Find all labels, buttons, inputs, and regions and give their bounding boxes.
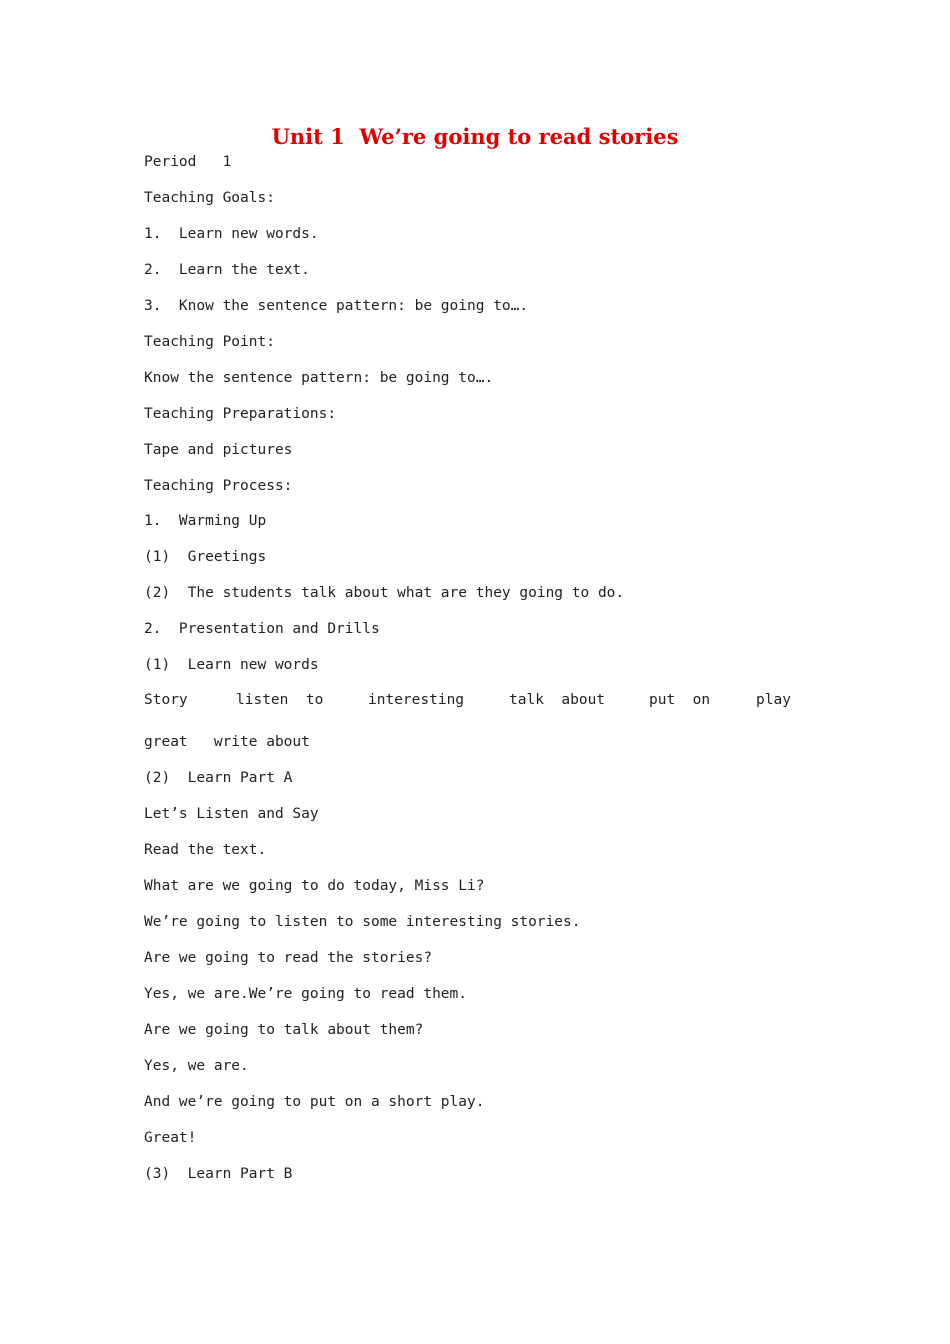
text-line: Tape and pictures — [144, 442, 293, 458]
vocab-word: talk about — [509, 692, 606, 708]
text-line: 1. Warming Up — [144, 513, 267, 529]
text-line: Read the text. — [144, 842, 267, 858]
text-line: (1) Greetings — [144, 549, 267, 565]
text-line: We’re going to listen to some interesting stories. — [144, 914, 581, 930]
text-line: great write about — [144, 734, 310, 750]
vocab-word: listen to — [236, 692, 324, 708]
vocab-word: put on — [649, 692, 711, 708]
teaching-point-heading: Teaching Point: — [144, 334, 275, 350]
vocab-word: interesting — [368, 692, 465, 708]
period-label: Period 1 — [144, 154, 232, 170]
text-line: (2) The students talk about what are they going to do. — [144, 585, 625, 601]
vocabulary-row — [144, 690, 844, 710]
text-line: Are we going to talk about them? — [144, 1022, 424, 1038]
text-line: (2) Learn Part A — [144, 770, 293, 786]
vocab-word: Story — [144, 692, 188, 708]
text-line: Are we going to read the stories? — [144, 950, 433, 966]
text-line: Yes, we are.We’re going to read them. — [144, 986, 468, 1002]
text-line: (1) Learn new words — [144, 657, 319, 673]
teaching-preparations-heading: Teaching Preparations: — [144, 406, 337, 422]
text-line: 2. Presentation and Drills — [144, 621, 380, 637]
text-line: Know the sentence pattern: be going to…. — [144, 370, 494, 386]
text-line: What are we going to do today, Miss Li? — [144, 878, 485, 894]
text-line: Great! — [144, 1130, 197, 1146]
document-title: Unit 1 We’re going to read stories — [271, 124, 679, 149]
teaching-goals-heading: Teaching Goals: — [144, 190, 275, 206]
text-line: Yes, we are. — [144, 1058, 249, 1074]
text-line: 1. Learn new words. — [144, 226, 319, 242]
teaching-process-heading: Teaching Process: — [144, 478, 293, 494]
text-line: Let’s Listen and Say — [144, 806, 319, 822]
text-line: (3) Learn Part B — [144, 1166, 293, 1182]
text-line: 3. Know the sentence pattern: be going to…. — [144, 298, 529, 314]
text-line: 2. Learn the text. — [144, 262, 310, 278]
vocab-word: play — [756, 692, 791, 708]
text-line: And we’re going to put on a short play. — [144, 1094, 485, 1110]
